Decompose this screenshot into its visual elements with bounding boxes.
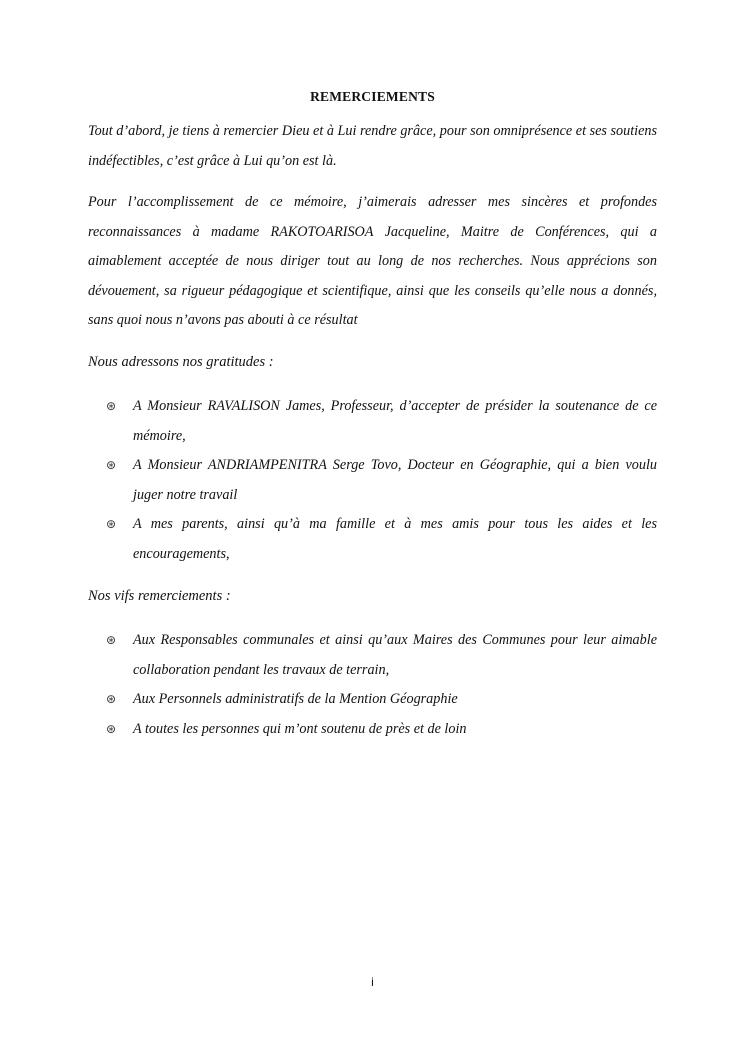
intro-paragraph: Tout d’abord, je tiens à remercier Dieu et à Lui rendre grâce, pour son omniprésence et ses soutiens indéfectibles, c’est grâce à Lui qu’on est là. <box>88 123 657 169</box>
remerciements-list <box>106 626 657 744</box>
flower-bullet-icon: ⊛ <box>106 692 117 706</box>
page-title: REMERCIEMENTS <box>310 89 435 104</box>
flower-bullet-icon: ⊛ <box>106 517 117 531</box>
supervisor-paragraph: Pour l’accomplissement de ce mémoire, j’aimerais adresser mes sincères et profondes reconnaissances à madame RAKOTOARISOA Jacqueline, Maitre de Conférences, qui a aimablement acceptée de nous diriger tout au long de nos recherches. Nous apprécions son dévouement, sa rigueur pédagogique et scientifique, ainsi que les conseils qu’elle nous a donnés, sans quoi nous n’avons pas abouti à ce résultat <box>88 194 657 328</box>
list-item-text: Aux Responsables communales et ainsi qu’aux Maires des Communes pour leur aimable collaboration pendant les travaux de terrain, <box>133 632 657 678</box>
list-item-text: A Monsieur ANDRIAMPENITRA Serge Tovo, Docteur en Géographie, qui a bien voulu juger notre travail <box>133 457 657 503</box>
gratitudes-list <box>106 392 657 569</box>
page-number: i <box>371 975 374 989</box>
list-item <box>106 510 657 569</box>
flower-bullet-icon: ⊛ <box>106 633 117 647</box>
list-item-text: A mes parents, ainsi qu’à ma famille et à mes amis pour tous les aides et les encouragements, <box>133 516 657 562</box>
flower-bullet-icon: ⊛ <box>106 399 117 413</box>
list-item <box>106 715 657 745</box>
list-item-text: A Monsieur RAVALISON James, Professeur, d’accepter de présider la soutenance de ce mémoire, <box>133 398 657 444</box>
list-item <box>106 626 657 685</box>
list-item <box>106 451 657 510</box>
gratitudes-heading: Nous adressons nos gratitudes : <box>88 354 274 370</box>
list-item-text: Aux Personnels administratifs de la Mention Géographie <box>133 691 458 707</box>
list-item <box>106 685 657 715</box>
flower-bullet-icon: ⊛ <box>106 721 117 736</box>
flower-bullet-icon: ⊛ <box>106 458 117 472</box>
list-item-text: A toutes les personnes qui m’ont soutenu de près et de loin <box>133 720 467 737</box>
list-item <box>106 392 657 451</box>
remerciements-heading: Nos vifs remerciements : <box>88 588 231 604</box>
